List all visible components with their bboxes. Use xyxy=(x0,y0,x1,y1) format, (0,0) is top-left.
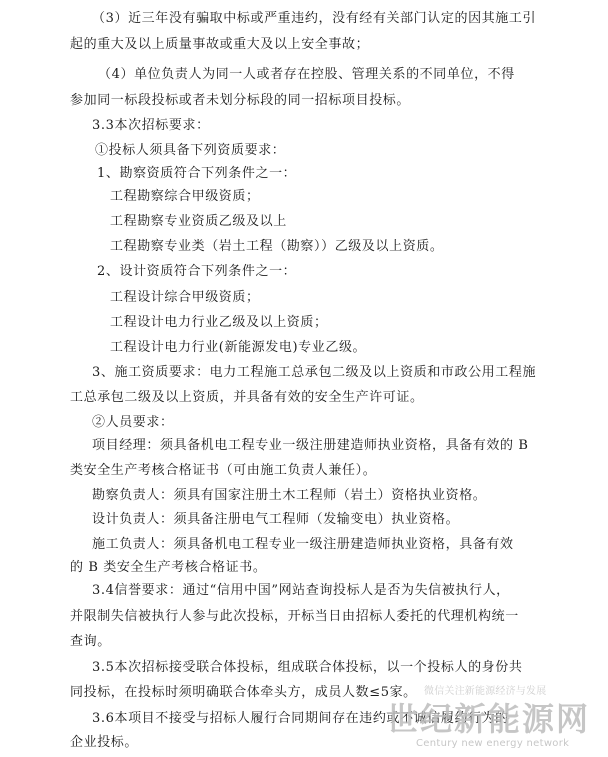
line-8: 工程勘察综合甲级资质； xyxy=(110,189,260,204)
line-14: 工程设计电力行业(新能源发电)专业乙级。 xyxy=(110,340,367,355)
line-26: 查询。 xyxy=(70,634,111,649)
line-21: 设计负责人：须具备注册电气工程师（发输变电）执业资格。 xyxy=(92,512,460,527)
line-6: ①投标人须具备下列资质要求： xyxy=(95,143,286,158)
line-12: 工程设计综合甲级资质； xyxy=(110,290,260,305)
line-28: 同投标，在投标时须明确联合体牵头方，成员人数≤5家。 xyxy=(70,685,417,700)
line-16: 工总承包二级及以上资质，并具备有效的安全生产许可证。 xyxy=(70,390,424,405)
line-9: 工程勘察专业资质乙级及以上 xyxy=(110,214,287,229)
line-29: 3.6本项目不接受与招标人履行合同期间存在违约或不诚信履约行为的 xyxy=(92,711,509,726)
line-5: 3.3本次招标要求： xyxy=(92,118,210,133)
watermark-logo-text: 世纪新能源网 xyxy=(386,700,591,738)
watermark-logo xyxy=(378,700,603,756)
line-7: 1、勘察资质符合下列条件之一： xyxy=(97,166,297,181)
line-19: 类安全生产考核合格证书（可由施工负责人兼任）。 xyxy=(70,463,377,478)
line-22: 施工负责人：须具备机电工程专业一级注册建造师执业资格，具备有效 xyxy=(92,537,514,552)
line-11: 2、设计资质符合下列条件之一： xyxy=(97,264,297,279)
line-3: （4）单位负责人为同一人或者存在控股、管理关系的不同单位，不得 xyxy=(98,67,515,82)
line-1: （3）近三年没有骗取中标或严重违约，没有经有关部门认定的因其施工引 xyxy=(92,11,537,26)
watermark-logo-subtitle: Century new energy network xyxy=(416,738,570,749)
line-18: 项目经理：须具备机电工程专业一级注册建造师执业资格，具备有效的 B xyxy=(92,438,529,453)
line-23: 的 B 类安全生产考核合格证书。 xyxy=(70,560,267,575)
line-20: 勘察负责人：须具有国家注册土木工程师（岩土）资格执业资格。 xyxy=(92,488,487,503)
line-15: 3、施工资质要求：电力工程施工总承包二级及以上资质和市政公用工程施 xyxy=(92,365,537,380)
line-13: 工程设计电力行业乙级及以上资质； xyxy=(110,315,328,330)
watermark-caption: 微信关注新能源经济与发展 xyxy=(424,686,547,697)
line-25: 并限制失信被执行人参与此次投标，开标当日由招标人委托的代理机构统一 xyxy=(70,609,519,624)
line-4: 参加同一标段投标或者未划分标段的同一招标项目投标。 xyxy=(70,93,411,108)
line-24: 3.4信誉要求：通过“信用中国”网站查询投标人是否为失信被执行人， xyxy=(92,583,510,598)
line-17: ②人员要求： xyxy=(92,415,174,430)
line-30: 企业投标。 xyxy=(70,735,139,750)
line-10: 工程勘察专业类（岩土工程（勘察））乙级及以上资质。 xyxy=(110,239,444,254)
line-27: 3.5本次招标接受联合体投标，组成联合体投标，以一个投标人的身份共 xyxy=(92,660,523,675)
line-2: 起的重大及以上质量事故或重大及以上安全事故； xyxy=(70,37,370,52)
